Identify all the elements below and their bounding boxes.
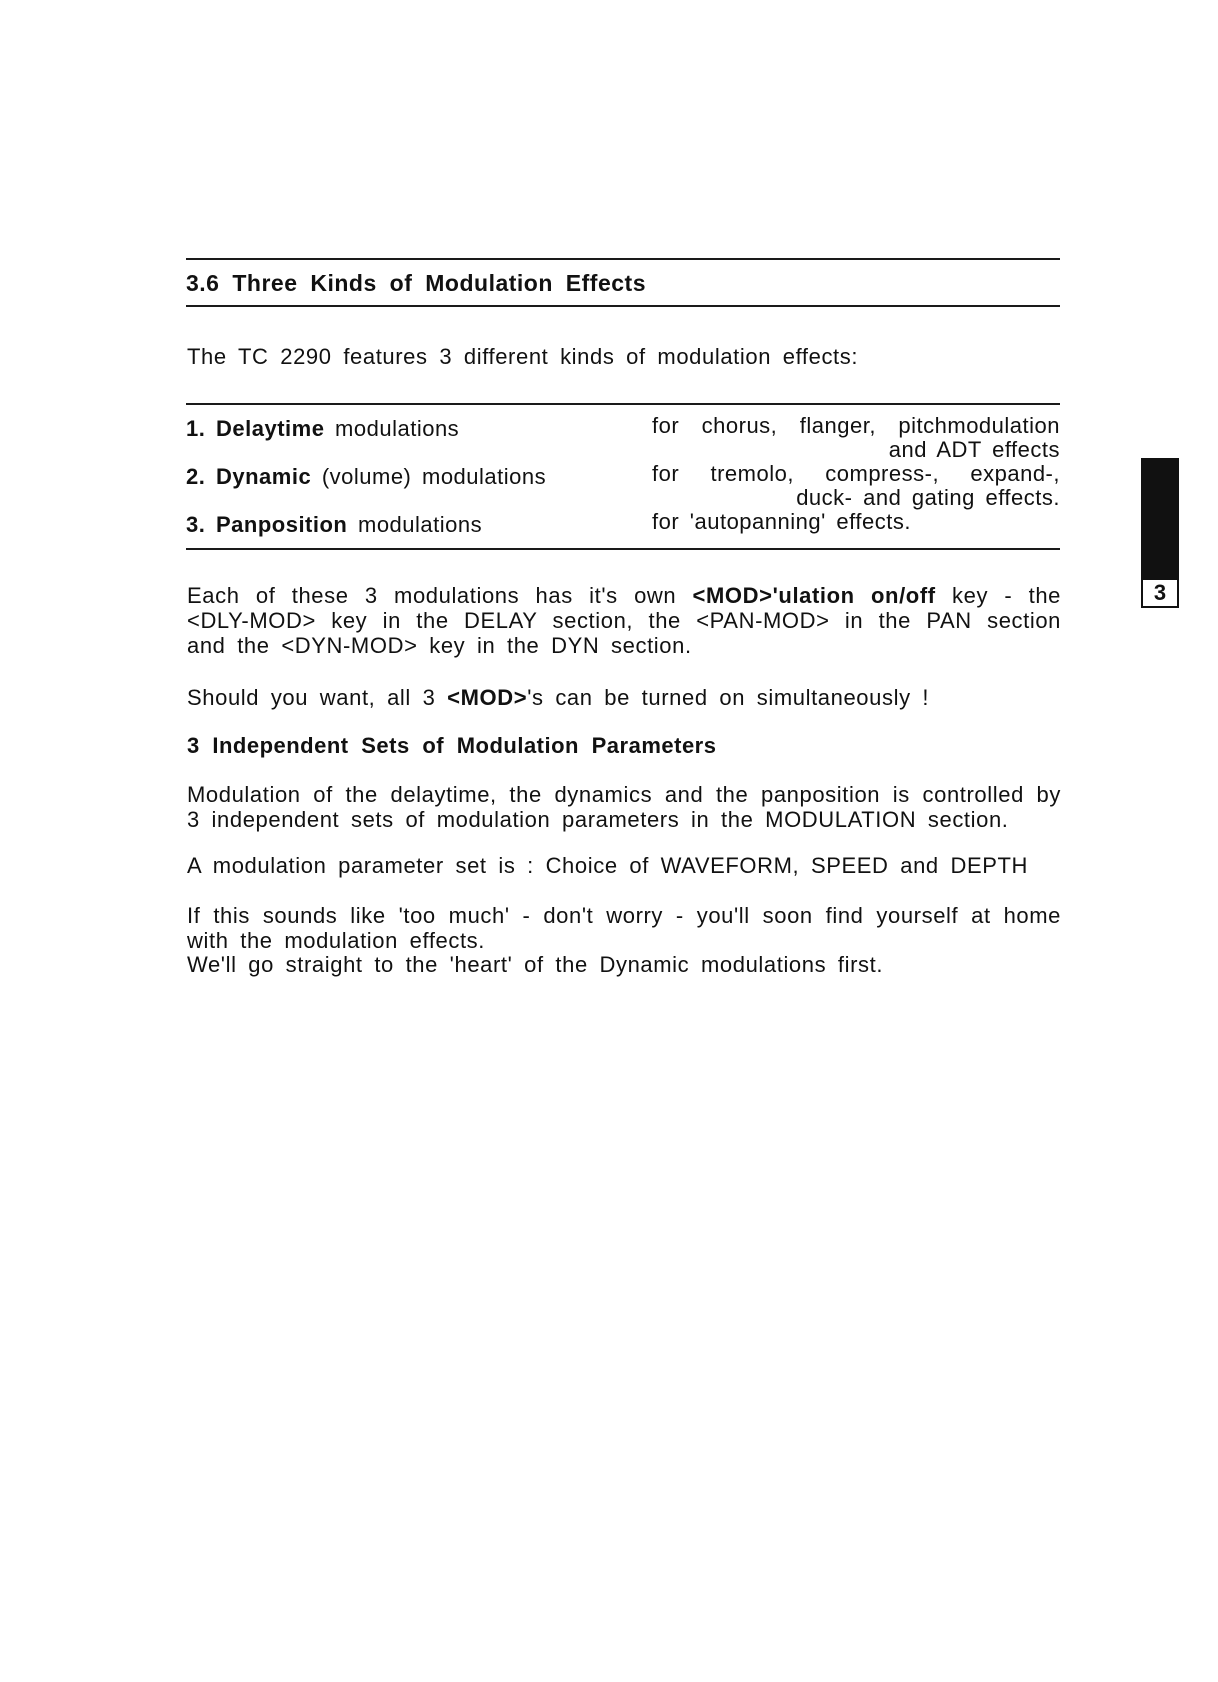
item-number: 2. — [186, 464, 206, 489]
table-top-rule — [186, 403, 1060, 405]
paragraph-parameter-sets: Modulation of the delaytime, the dynamics and the panposition is controlled by 3 independent sets of modulation parameters in the MODULATION section. — [187, 782, 1061, 832]
item-suffix: modulations — [324, 416, 460, 441]
top-rule — [186, 258, 1060, 260]
use-line: for 'autopanning' effects. — [652, 509, 911, 534]
item-kind: Delaytime — [215, 416, 325, 441]
modulation-use-panposition — [652, 510, 1060, 534]
section-heading: 3.6 Three Kinds of Modulation Effects — [186, 270, 646, 296]
chapter-number-box: 3 — [1141, 578, 1179, 608]
table-bottom-rule — [186, 548, 1060, 550]
modulation-use-delaytime — [652, 414, 1060, 462]
paragraph-reassurance: If this sounds like 'too much' - don't worry - you'll soon find yourself at home with the modulation effects. — [187, 903, 1061, 953]
chapter-tab-marker — [1141, 458, 1179, 580]
text-run: Should you want, all 3 — [187, 685, 448, 710]
text-run: 's can be turned on simultaneously ! — [527, 685, 930, 710]
paragraph-simultaneous — [187, 685, 1061, 710]
modulation-item-panposition — [186, 512, 482, 538]
item-suffix: modulations — [347, 512, 483, 537]
use-line: duck- and gating effects. — [796, 485, 1060, 510]
item-number: 3. — [186, 512, 206, 537]
modulation-use-dynamic — [652, 462, 1060, 510]
item-number: 1. — [186, 416, 206, 441]
text-run: key - the <DLY-MOD> key in the DELAY section, the <PAN-MOD> in the PAN section and the <DYN-MOD> key in the DYN section. — [187, 583, 1062, 658]
text-run-bold: <MOD>'ulation on/off — [692, 583, 936, 608]
modulation-item-delaytime — [186, 416, 459, 442]
paragraph-next-step: We'll go straight to the 'heart' of the Dynamic modulations first. — [187, 952, 884, 977]
modulation-item-dynamic — [186, 464, 546, 490]
paragraph-parameter-set-definition: A modulation parameter set is : Choice of WAVEFORM, SPEED and DEPTH — [187, 853, 1029, 878]
use-line: for chorus, flanger, pitchmodulation — [652, 413, 1060, 438]
heading-rule — [186, 305, 1060, 307]
paragraph-mod-keys — [187, 583, 1061, 658]
intro-text: The TC 2290 features 3 different kinds of modulation effects: — [187, 344, 859, 369]
item-suffix: (volume) modulations — [311, 464, 547, 489]
use-line: and ADT effects — [888, 437, 1060, 462]
item-kind: Panposition — [215, 512, 348, 537]
use-line: for tremolo, compress-, expand-, — [652, 461, 1060, 486]
subheading-parameter-sets: 3 Independent Sets of Modulation Parameters — [187, 733, 717, 758]
item-kind: Dynamic — [215, 464, 312, 489]
text-run-bold: <MOD> — [447, 685, 528, 710]
text-run: Each of these 3 modulations has it's own — [187, 583, 693, 608]
